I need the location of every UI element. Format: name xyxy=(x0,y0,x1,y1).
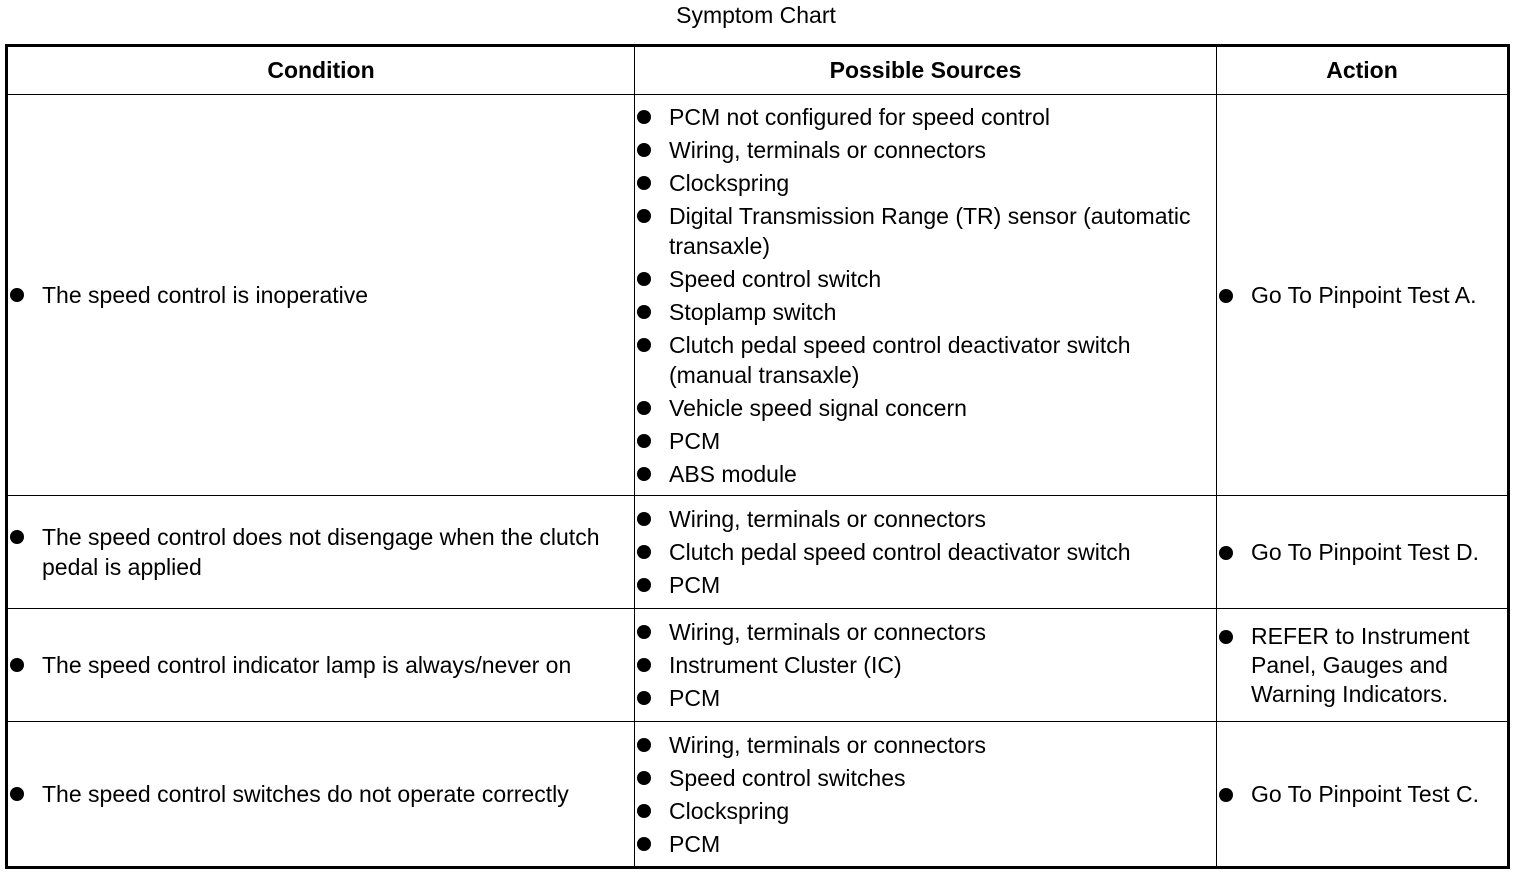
source-item: Wiring, terminals or connectors xyxy=(635,135,1216,165)
bullet-icon xyxy=(10,530,24,544)
action-item: Go To Pinpoint Test C. xyxy=(1217,780,1507,809)
source-item: ABS module xyxy=(635,459,1216,489)
source-item: Speed control switches xyxy=(635,763,1216,793)
condition-cell xyxy=(7,609,635,722)
bullet-icon xyxy=(637,401,651,415)
header-row xyxy=(7,46,1509,95)
header-sources: Possible Sources xyxy=(635,46,1217,95)
source-item: PCM xyxy=(635,829,1216,859)
bullet-icon xyxy=(637,305,651,319)
bullet-icon xyxy=(637,338,651,352)
sources-cell xyxy=(635,609,1217,722)
condition-cell xyxy=(7,496,635,609)
bullet-icon xyxy=(10,787,24,801)
source-item: Wiring, terminals or connectors xyxy=(635,504,1216,534)
source-item: Wiring, terminals or connectors xyxy=(635,730,1216,760)
source-item: PCM not configured for speed control xyxy=(635,102,1216,132)
source-item: PCM xyxy=(635,683,1216,713)
header-action: Action xyxy=(1217,46,1509,95)
bullet-icon xyxy=(637,658,651,672)
action-cell xyxy=(1217,496,1509,609)
table-row xyxy=(7,496,1509,609)
bullet-icon xyxy=(637,110,651,124)
source-item: Clockspring xyxy=(635,168,1216,198)
action-cell xyxy=(1217,609,1509,722)
chart-title: Symptom Chart xyxy=(676,2,836,28)
bullet-icon xyxy=(10,658,24,672)
source-item: Wiring, terminals or connectors xyxy=(635,617,1216,647)
source-item: Clutch pedal speed control deactivator switch (manual transaxle) xyxy=(635,330,1216,390)
table-row xyxy=(7,95,1509,496)
source-item: Clockspring xyxy=(635,796,1216,826)
header-condition: Condition xyxy=(7,46,635,95)
action-cell xyxy=(1217,722,1509,868)
source-item: PCM xyxy=(635,570,1216,600)
bullet-icon xyxy=(637,434,651,448)
bullet-icon xyxy=(1219,546,1233,560)
action-cell xyxy=(1217,95,1509,496)
bullet-icon xyxy=(637,804,651,818)
condition-cell xyxy=(7,95,635,496)
condition-item: The speed control does not disengage when the clutch pedal is applied xyxy=(8,522,634,582)
bullet-icon xyxy=(637,691,651,705)
source-item: Stoplamp switch xyxy=(635,297,1216,327)
bullet-icon xyxy=(637,143,651,157)
condition-item: The speed control is inoperative xyxy=(8,280,634,310)
table-row xyxy=(7,609,1509,722)
sources-cell xyxy=(635,95,1217,496)
condition-item: The speed control switches do not operate correctly xyxy=(8,779,634,809)
source-item: Instrument Cluster (IC) xyxy=(635,650,1216,680)
condition-cell xyxy=(7,722,635,868)
source-item: Clutch pedal speed control deactivator switch xyxy=(635,537,1216,567)
action-item: Go To Pinpoint Test A. xyxy=(1217,281,1507,310)
bullet-icon xyxy=(637,837,651,851)
source-item: Digital Transmission Range (TR) sensor (automatic transaxle) xyxy=(635,201,1216,261)
sources-cell xyxy=(635,722,1217,868)
action-item: Go To Pinpoint Test D. xyxy=(1217,538,1507,567)
bullet-icon xyxy=(637,578,651,592)
bullet-icon xyxy=(1219,630,1233,644)
bullet-icon xyxy=(10,288,24,302)
bullet-icon xyxy=(637,545,651,559)
bullet-icon xyxy=(637,272,651,286)
bullet-icon xyxy=(637,512,651,526)
bullet-icon xyxy=(1219,788,1233,802)
table-row xyxy=(7,722,1509,868)
bullet-icon xyxy=(637,738,651,752)
symptom-table xyxy=(5,44,1510,869)
bullet-icon xyxy=(1219,289,1233,303)
source-item: PCM xyxy=(635,426,1216,456)
bullet-icon xyxy=(637,625,651,639)
condition-item: The speed control indicator lamp is always/never on xyxy=(8,650,634,680)
source-item: Speed control switch xyxy=(635,264,1216,294)
source-item: Vehicle speed signal concern xyxy=(635,393,1216,423)
bullet-icon xyxy=(637,209,651,223)
action-item: REFER to Instrument Panel, Gauges and Warning Indicators. xyxy=(1217,622,1507,709)
bullet-icon xyxy=(637,467,651,481)
sources-cell xyxy=(635,496,1217,609)
bullet-icon xyxy=(637,771,651,785)
bullet-icon xyxy=(637,176,651,190)
